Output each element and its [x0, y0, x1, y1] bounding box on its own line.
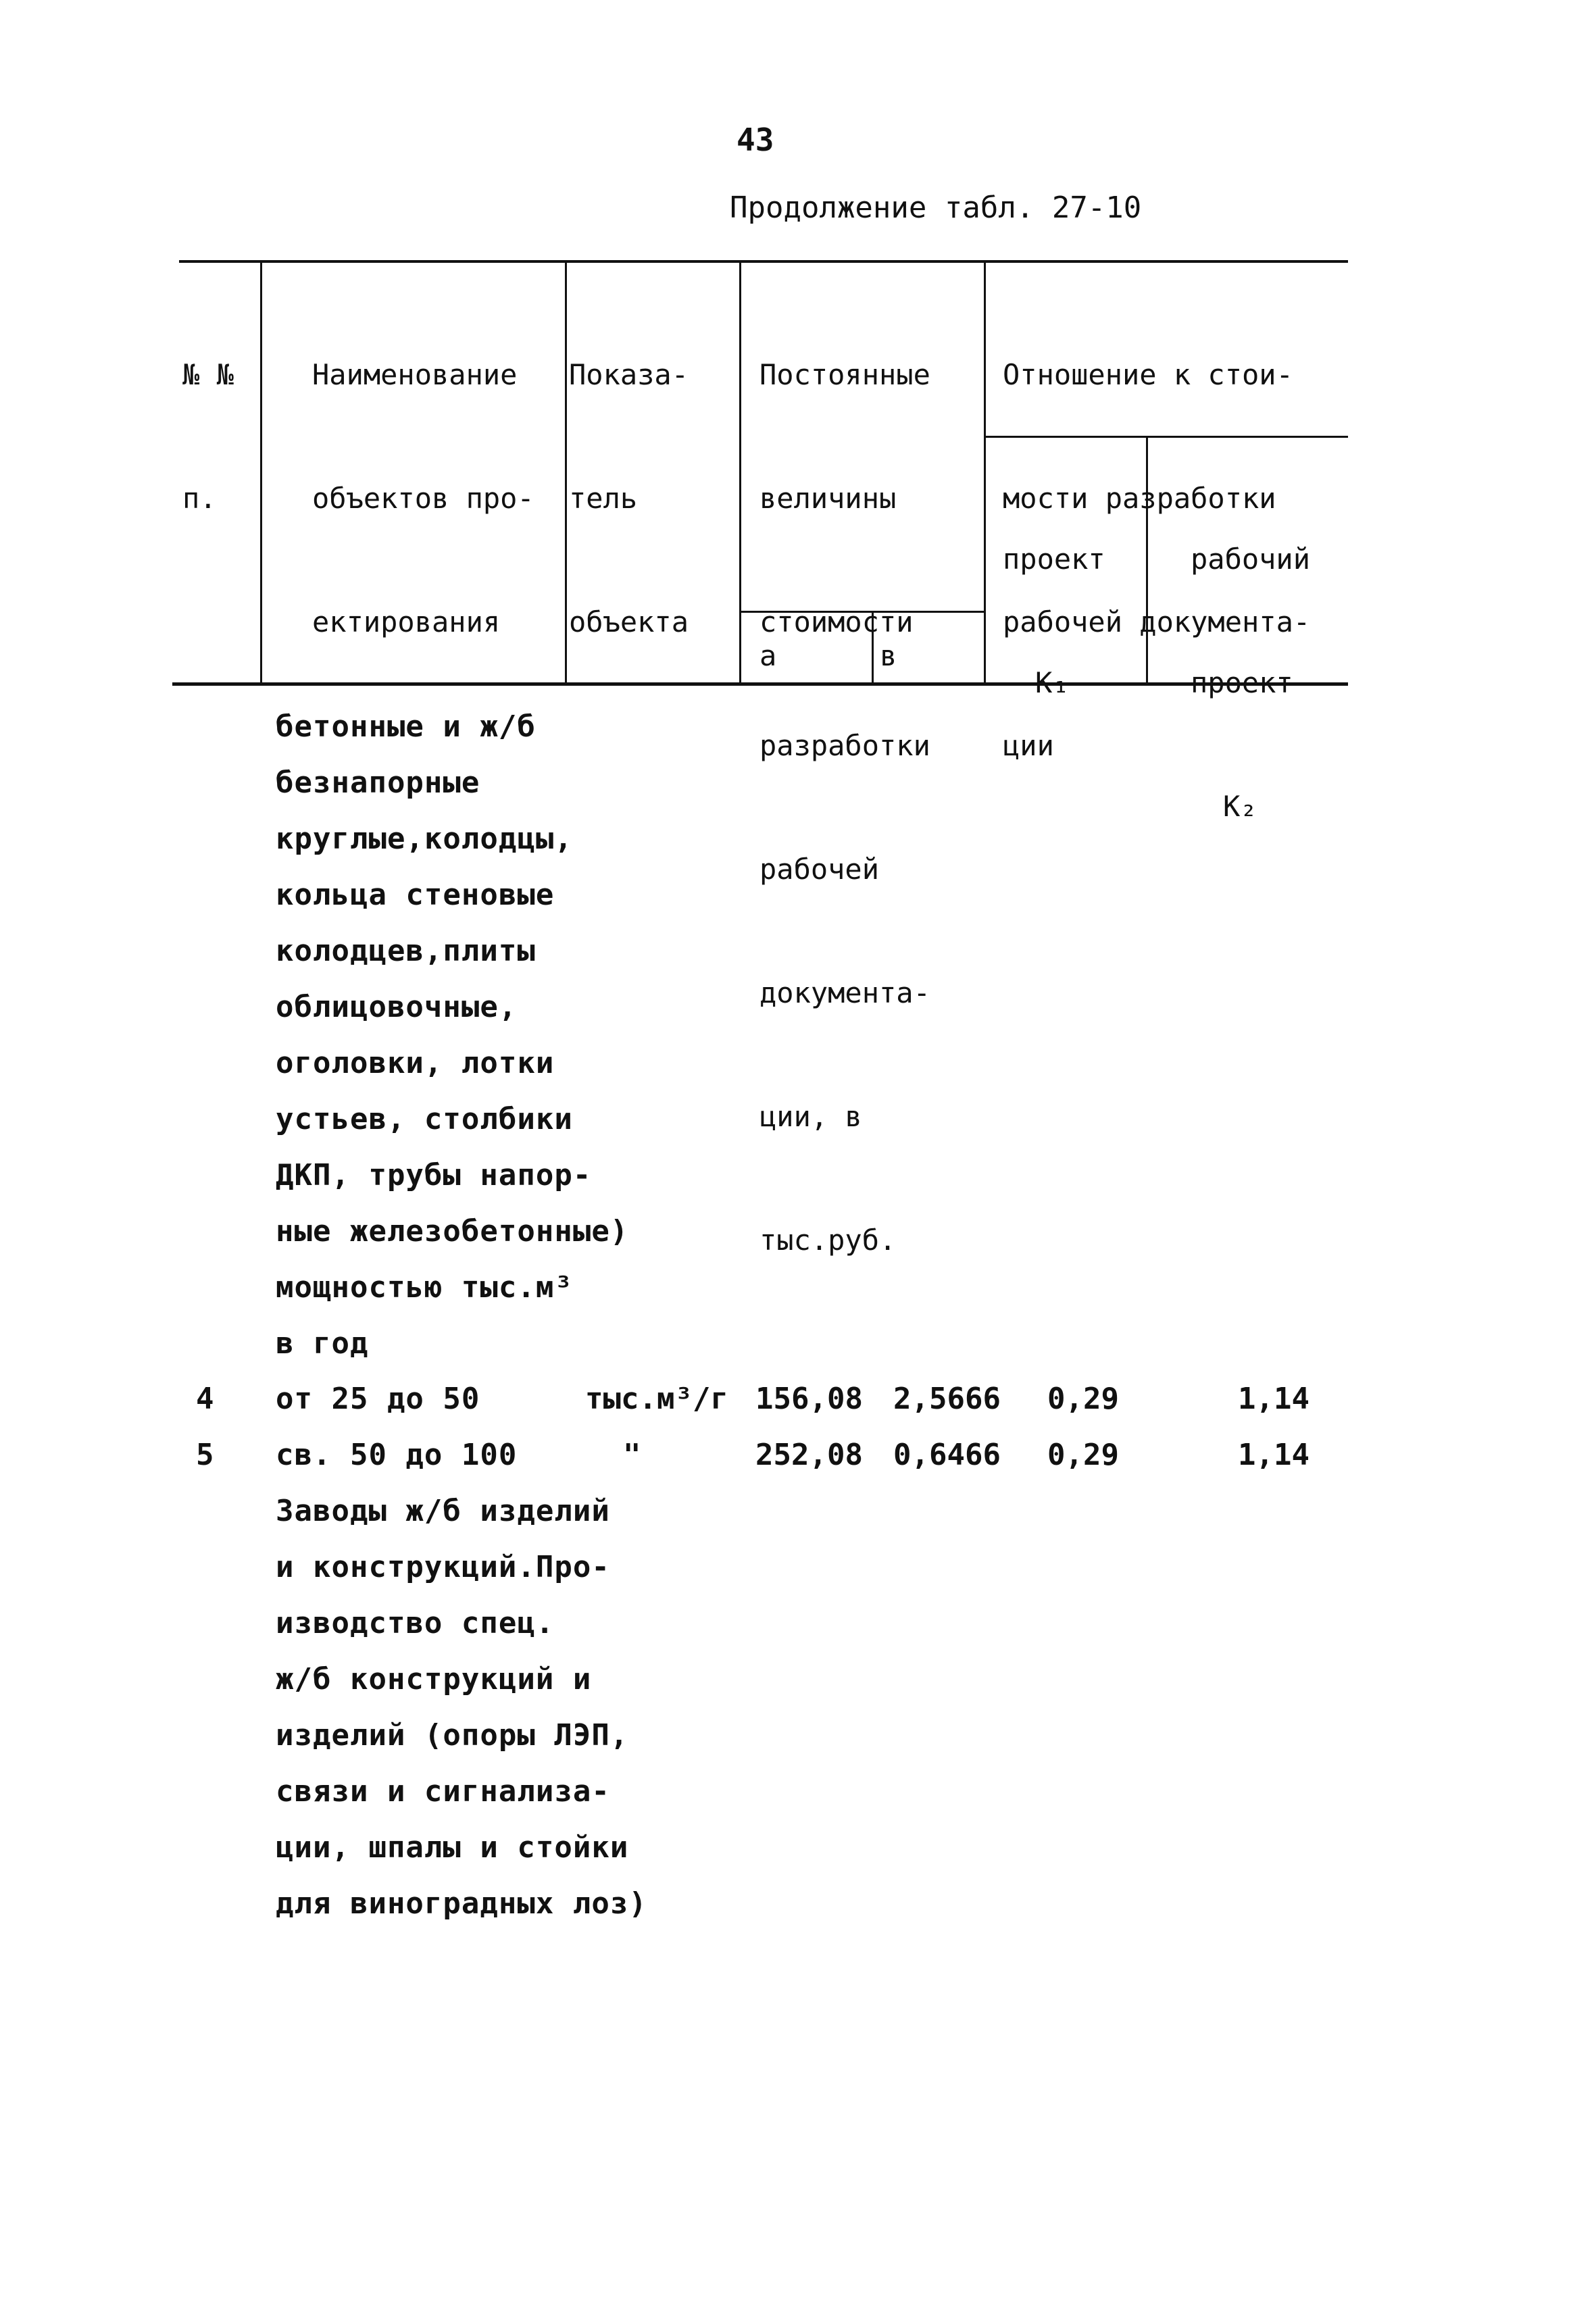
text-line: кольца стеновые: [276, 878, 555, 912]
header-indicator: [569, 272, 689, 684]
header-constants-line-2: величины: [759, 482, 897, 515]
header-col-b: в: [880, 639, 897, 672]
header-indicator-line-1: Показа-: [569, 358, 689, 391]
header-project-label: проект: [1003, 543, 1105, 576]
header-num-line-2: п.: [182, 482, 217, 515]
row-5-b: 0,6466: [893, 1438, 1001, 1472]
header-constants-line-7: ции, в: [759, 1100, 862, 1133]
header-constants-line-5: рабочей: [759, 853, 880, 886]
col-divider-4: [984, 260, 986, 684]
header-name-line-1: Наименование: [312, 358, 518, 391]
text-line: ные железобетонные): [276, 1214, 629, 1249]
row-4-a: 156,08: [755, 1382, 863, 1416]
col-divider-2: [565, 260, 567, 684]
text-line: ции, шпалы и стойки: [276, 1830, 629, 1865]
header-name: [312, 272, 534, 684]
header-ratio-line-3: рабочей документа-: [1003, 605, 1311, 638]
row-4-name: от 25 до 50: [276, 1382, 480, 1416]
row-5-num: 5: [196, 1438, 214, 1472]
header-indicator-line-3: объекта: [569, 605, 689, 638]
header-num: [182, 272, 234, 560]
header-working-project: [1191, 456, 1310, 868]
text-line: колодцев,плиты: [276, 934, 536, 968]
table-caption: Продолжение табл. 27-10: [730, 191, 1142, 225]
row-5-a: 252,08: [755, 1438, 863, 1472]
text-line: безнапорные: [276, 765, 480, 800]
text-line: изводство спец.: [276, 1606, 555, 1640]
row-5-k1: 0,29: [1047, 1438, 1119, 1472]
row-4-k2: 1,14: [1238, 1382, 1310, 1416]
header-indicator-line-2: тель: [569, 482, 638, 515]
header-constants-line-3: стоимости: [759, 605, 914, 638]
header-name-line-3: ектирования: [312, 605, 501, 638]
header-col-a: а: [759, 639, 777, 672]
table-top-rule: [179, 260, 1348, 263]
text-line: ж/б конструкций и: [276, 1662, 592, 1696]
row-4-num: 4: [196, 1382, 214, 1416]
col-divider-1: [260, 260, 262, 684]
header-constants-line-1: Постоянные: [759, 358, 930, 391]
text-line: Заводы ж/б изделий: [276, 1494, 610, 1528]
header-working-project-line-1: рабочий: [1191, 543, 1311, 576]
text-line: для виноградных лоз): [276, 1886, 647, 1921]
header-constants-line-4: разработки: [759, 729, 930, 762]
header-k1: K₁: [1035, 666, 1070, 699]
page-number: 43: [737, 122, 774, 158]
header-constants-line-6: документа-: [759, 976, 930, 1009]
text-line: круглые,колодцы,: [276, 822, 573, 856]
text-line: в год: [276, 1326, 369, 1361]
text-line: оголовки, лотки: [276, 1046, 555, 1080]
header-k2: K₂: [1223, 790, 1257, 823]
header-project: [1003, 456, 1105, 745]
header-constants-line-8: тыс.руб.: [759, 1224, 897, 1257]
row-5-k2: 1,14: [1238, 1438, 1310, 1472]
header-num-line-1: № №: [182, 358, 234, 391]
row-5-unit: ": [623, 1438, 641, 1472]
row-4-k1: 0,29: [1047, 1382, 1119, 1416]
header-ratio-line-1: Отношение к стои-: [1003, 358, 1293, 391]
row-4-b: 2,5666: [893, 1382, 1001, 1416]
header-working-project-line-2: проект: [1191, 666, 1293, 699]
text-line: ДКП, трубы напор-: [276, 1158, 592, 1192]
row-4-unit: тыс.м³/г: [585, 1382, 728, 1416]
text-line: облицовочные,: [276, 990, 518, 1024]
header-name-line-2: объектов про-: [312, 482, 534, 515]
header-constants: [759, 272, 930, 1302]
text-line: мощностью тыс.м³: [276, 1270, 573, 1305]
text-line: изделий (опоры ЛЭП,: [276, 1718, 629, 1753]
col-divider-3: [739, 260, 741, 684]
text-line: устьев, столбики: [276, 1102, 573, 1136]
header-ratio-line-4: ции: [1003, 729, 1054, 762]
header-ratio-line-2: мости разработки: [1003, 482, 1276, 515]
text-line: бетонные и ж/б: [276, 709, 536, 744]
row-5-name: св. 50 до 100: [276, 1438, 518, 1472]
text-line: и конструкций.Про-: [276, 1550, 610, 1584]
text-line: связи и сигнализа-: [276, 1774, 610, 1809]
